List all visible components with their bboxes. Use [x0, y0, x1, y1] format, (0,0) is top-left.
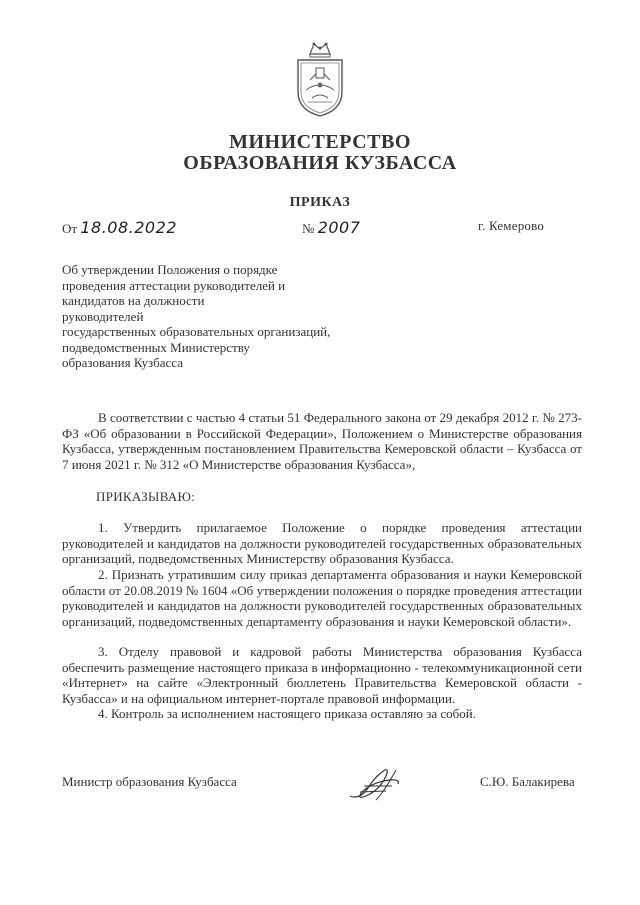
order-number [302, 218, 360, 237]
order-subject [62, 262, 330, 371]
date-prefix: От [62, 221, 78, 236]
order-item-3: 3. Отделу правовой и кадровой работы Министерства образования Кузбасса обеспечить размещение настоящего приказа в информационно - телекоммуникационной сети «Интернет» на сайте «Электронный бюллетень Правительства Кемеровской области - Кузбасса» и на официальном интернет-портале правовой информации. [62, 644, 582, 706]
ministry-name-line1: МИНИСТЕРСТВО [229, 131, 411, 153]
subject-line: руководителей [62, 308, 144, 324]
ministry-name-line2: ОБРАЗОВАНИЯ КУЗБАССА [183, 152, 457, 174]
date-value: 18.08.2022 [80, 218, 177, 237]
subject-line: Об утверждении Положения о порядке [62, 262, 278, 277]
subject-line: проведения аттестации руководителей и [62, 277, 286, 293]
coat-of-arms-icon [292, 40, 348, 118]
subject-line: государственных образовательных организаций, [62, 324, 331, 339]
signatory-position: Министр образования Кузбасса [62, 774, 237, 789]
order-date [62, 218, 177, 237]
number-value: 2007 [317, 218, 361, 237]
signatory-name: С.Ю. Балакирева [480, 774, 575, 789]
basis-paragraph: В соответствии с частью 4 статьи 51 Федерального закона от 29 декабря 2012 г. № 273-ФЗ «Об образовании в Российской Федерации», Положением о Министерстве образования Кузбасса, утвержденным постановлением Правительства Кемеровской области – Кузбасса от 7 июня 2021 г. № 312 «О Министерстве образования Кузбасса», [62, 410, 582, 472]
subject-line: подведомственных Министерству [62, 339, 250, 355]
number-prefix: № [302, 221, 315, 236]
subject-line: кандидатов на должности [62, 293, 205, 308]
handwritten-signature [346, 762, 406, 806]
order-title: ПРИКАЗ [289, 195, 351, 210]
order-item-2: 2. Признать утратившим силу приказ департамента образования и науки Кемеровской области от 20.08.2019 № 1604 «Об утверждении положения о порядке проведения аттестации руководителей и кандидатов на должности руководителей государственных образовательных организаций, подведомственных департаменту образования и науки Кемеровской области». [62, 567, 582, 629]
subject-line: образования Кузбасса [62, 355, 184, 370]
order-item-4: 4. Контроль за исполнением настоящего приказа оставляю за собой. [98, 706, 476, 721]
decree-word: ПРИКАЗЫВАЮ: [96, 489, 196, 504]
order-item-1: 1. Утвердить прилагаемое Положение о порядке проведения аттестации руководителей и кандидатов на должности руководителей государственных образовательных организаций, подведомственных Министерству образования Кузбасса. [62, 520, 582, 566]
city-text: г. Кемерово [478, 218, 545, 233]
order-city [478, 218, 544, 234]
